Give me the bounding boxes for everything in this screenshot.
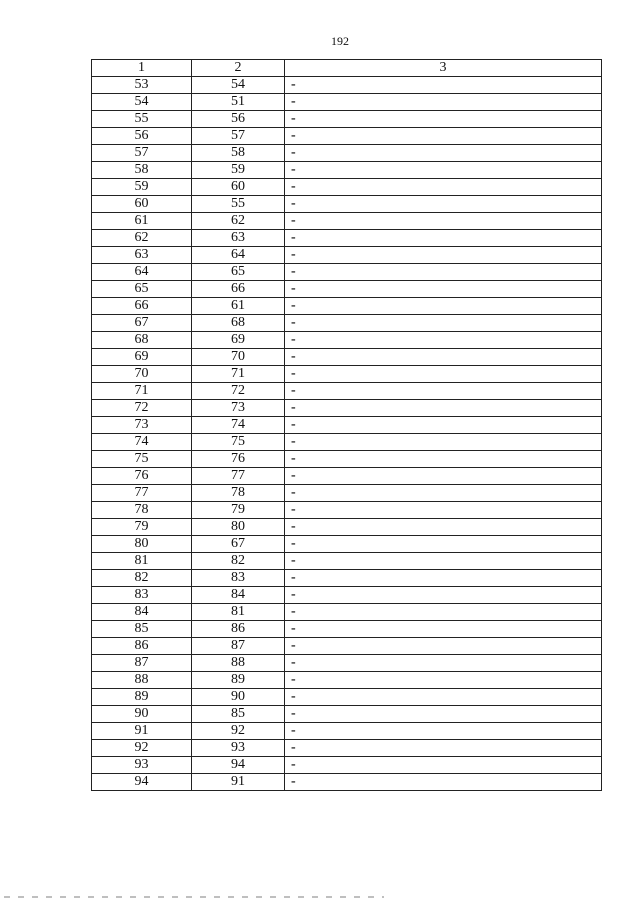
table-cell-col-2: 93	[192, 740, 285, 757]
table-row	[92, 111, 602, 128]
table-cell-col-3: -	[285, 604, 602, 621]
table-row	[92, 366, 602, 383]
table-cell-col-2: 70	[192, 349, 285, 366]
table-cell-col-1: 69	[92, 349, 192, 366]
table-cell-col-2: 59	[192, 162, 285, 179]
table-cell-col-3: -	[285, 400, 602, 417]
table-row	[92, 570, 602, 587]
table-row	[92, 757, 602, 774]
table-cell-col-3: -	[285, 94, 602, 111]
table-cell-col-1: 54	[92, 94, 192, 111]
table-cell-col-3: -	[285, 349, 602, 366]
table-cell-col-2: 68	[192, 315, 285, 332]
table-cell-col-1: 66	[92, 298, 192, 315]
table-cell-col-3: -	[285, 757, 602, 774]
table-cell-col-2: 63	[192, 230, 285, 247]
table-cell-col-3: -	[285, 434, 602, 451]
table-cell-col-2: 78	[192, 485, 285, 502]
table-cell-col-1: 75	[92, 451, 192, 468]
table-cell-col-2: 51	[192, 94, 285, 111]
table-row	[92, 94, 602, 111]
table-cell-col-1: 78	[92, 502, 192, 519]
table-cell-col-2: 86	[192, 621, 285, 638]
table-cell-col-2: 77	[192, 468, 285, 485]
table-cell-col-3: -	[285, 638, 602, 655]
table-cell-col-1: 70	[92, 366, 192, 383]
table-cell-col-1: 80	[92, 536, 192, 553]
table-cell-col-1: 71	[92, 383, 192, 400]
table-cell-col-2: 55	[192, 196, 285, 213]
table-cell-col-2: 89	[192, 672, 285, 689]
table-cell-col-1: 93	[92, 757, 192, 774]
table-cell-col-3: -	[285, 366, 602, 383]
table-cell-col-1: 79	[92, 519, 192, 536]
table-cell-col-3: -	[285, 451, 602, 468]
table-row	[92, 689, 602, 706]
table-cell-col-3: -	[285, 281, 602, 298]
table-cell-col-3: -	[285, 485, 602, 502]
table-row	[92, 332, 602, 349]
table-cell-col-2: 74	[192, 417, 285, 434]
table-cell-col-2: 67	[192, 536, 285, 553]
table-cell-col-2: 72	[192, 383, 285, 400]
table-cell-col-3: -	[285, 570, 602, 587]
table-cell-col-2: 81	[192, 604, 285, 621]
table-row	[92, 298, 602, 315]
table-cell-col-1: 61	[92, 213, 192, 230]
table-cell-col-1: 83	[92, 587, 192, 604]
table-cell-col-1: 53	[92, 77, 192, 94]
column-header-3: 3	[285, 60, 602, 77]
table-cell-col-2: 62	[192, 213, 285, 230]
table-cell-col-2: 64	[192, 247, 285, 264]
table-row	[92, 213, 602, 230]
table-cell-col-1: 58	[92, 162, 192, 179]
page-number: 192	[331, 34, 349, 48]
table-cell-col-2: 56	[192, 111, 285, 128]
data-table	[91, 59, 602, 791]
table-row	[92, 553, 602, 570]
table-cell-col-3: -	[285, 553, 602, 570]
table-cell-col-3: -	[285, 706, 602, 723]
table-cell-col-2: 69	[192, 332, 285, 349]
table-cell-col-2: 94	[192, 757, 285, 774]
table-cell-col-1: 64	[92, 264, 192, 281]
table-row	[92, 604, 602, 621]
table-row	[92, 281, 602, 298]
table-cell-col-3: -	[285, 621, 602, 638]
table-row	[92, 77, 602, 94]
table-cell-col-1: 91	[92, 723, 192, 740]
table-row	[92, 400, 602, 417]
table-cell-col-3: -	[285, 332, 602, 349]
table-cell-col-3: -	[285, 502, 602, 519]
table-cell-col-3: -	[285, 655, 602, 672]
column-header-2: 2	[192, 60, 285, 77]
table-cell-col-2: 84	[192, 587, 285, 604]
table-cell-col-1: 85	[92, 621, 192, 638]
table-cell-col-3: -	[285, 315, 602, 332]
table-cell-col-3: -	[285, 162, 602, 179]
table-header-row	[92, 60, 602, 77]
table-cell-col-2: 65	[192, 264, 285, 281]
table-cell-col-3: -	[285, 519, 602, 536]
table-cell-col-1: 68	[92, 332, 192, 349]
table-row	[92, 451, 602, 468]
table-row	[92, 723, 602, 740]
table-cell-col-2: 80	[192, 519, 285, 536]
table-cell-col-3: -	[285, 417, 602, 434]
table-row	[92, 383, 602, 400]
table-cell-col-1: 88	[92, 672, 192, 689]
table-row	[92, 706, 602, 723]
table-cell-col-2: 76	[192, 451, 285, 468]
table-cell-col-1: 90	[92, 706, 192, 723]
table-row	[92, 740, 602, 757]
table-row	[92, 179, 602, 196]
table-row	[92, 349, 602, 366]
table-cell-col-3: -	[285, 298, 602, 315]
table-row	[92, 196, 602, 213]
table-row	[92, 587, 602, 604]
table-cell-col-3: -	[285, 536, 602, 553]
table-cell-col-2: 73	[192, 400, 285, 417]
table-cell-col-2: 83	[192, 570, 285, 587]
table-cell-col-3: -	[285, 145, 602, 162]
table-cell-col-1: 67	[92, 315, 192, 332]
table-cell-col-3: -	[285, 77, 602, 94]
table-row	[92, 536, 602, 553]
table-cell-col-1: 76	[92, 468, 192, 485]
table-cell-col-3: -	[285, 689, 602, 706]
table-row	[92, 264, 602, 281]
table-cell-col-2: 75	[192, 434, 285, 451]
table-row	[92, 672, 602, 689]
table-cell-col-3: -	[285, 774, 602, 791]
table-row	[92, 417, 602, 434]
table-cell-col-1: 81	[92, 553, 192, 570]
table-cell-col-2: 88	[192, 655, 285, 672]
table-cell-col-2: 92	[192, 723, 285, 740]
column-header-1: 1	[92, 60, 192, 77]
table-cell-col-3: -	[285, 179, 602, 196]
table-header	[92, 60, 602, 77]
table-cell-col-2: 66	[192, 281, 285, 298]
table-cell-col-3: -	[285, 740, 602, 757]
table-row	[92, 621, 602, 638]
table-cell-col-2: 57	[192, 128, 285, 145]
table-cell-col-3: -	[285, 230, 602, 247]
table-cell-col-1: 55	[92, 111, 192, 128]
table-cell-col-1: 84	[92, 604, 192, 621]
table-cell-col-1: 72	[92, 400, 192, 417]
table-row	[92, 638, 602, 655]
table-cell-col-1: 92	[92, 740, 192, 757]
table-cell-col-1: 82	[92, 570, 192, 587]
table-cell-col-2: 71	[192, 366, 285, 383]
table-cell-col-1: 60	[92, 196, 192, 213]
table-row	[92, 502, 602, 519]
table-cell-col-1: 87	[92, 655, 192, 672]
table-row	[92, 434, 602, 451]
table-cell-col-2: 79	[192, 502, 285, 519]
table-row	[92, 774, 602, 791]
table-cell-col-1: 94	[92, 774, 192, 791]
table-row	[92, 468, 602, 485]
table-cell-col-3: -	[285, 247, 602, 264]
table-cell-col-3: -	[285, 383, 602, 400]
table-row	[92, 162, 602, 179]
table-cell-col-1: 56	[92, 128, 192, 145]
table-cell-col-1: 62	[92, 230, 192, 247]
table-cell-col-3: -	[285, 128, 602, 145]
table-cell-col-3: -	[285, 672, 602, 689]
table-cell-col-3: -	[285, 468, 602, 485]
table-cell-col-1: 89	[92, 689, 192, 706]
table-cell-col-3: -	[285, 196, 602, 213]
table-cell-col-3: -	[285, 723, 602, 740]
table-cell-col-1: 74	[92, 434, 192, 451]
table-row	[92, 128, 602, 145]
table-cell-col-3: -	[285, 213, 602, 230]
table-cell-col-2: 54	[192, 77, 285, 94]
table-cell-col-1: 73	[92, 417, 192, 434]
scan-artifact	[4, 896, 384, 898]
table-row	[92, 145, 602, 162]
table-cell-col-1: 57	[92, 145, 192, 162]
table-cell-col-2: 90	[192, 689, 285, 706]
table-cell-col-2: 82	[192, 553, 285, 570]
table-cell-col-2: 60	[192, 179, 285, 196]
table-cell-col-1: 77	[92, 485, 192, 502]
table-row	[92, 315, 602, 332]
table-row	[92, 485, 602, 502]
table-cell-col-3: -	[285, 264, 602, 281]
table-cell-col-2: 61	[192, 298, 285, 315]
table-row	[92, 230, 602, 247]
table-body	[92, 77, 602, 791]
table-row	[92, 247, 602, 264]
table-cell-col-2: 58	[192, 145, 285, 162]
table-cell-col-2: 91	[192, 774, 285, 791]
table-cell-col-3: -	[285, 111, 602, 128]
table-cell-col-2: 85	[192, 706, 285, 723]
table-cell-col-2: 87	[192, 638, 285, 655]
table-cell-col-1: 86	[92, 638, 192, 655]
table-cell-col-1: 63	[92, 247, 192, 264]
table-cell-col-1: 65	[92, 281, 192, 298]
table-cell-col-1: 59	[92, 179, 192, 196]
table-row	[92, 519, 602, 536]
table-cell-col-3: -	[285, 587, 602, 604]
table-row	[92, 655, 602, 672]
